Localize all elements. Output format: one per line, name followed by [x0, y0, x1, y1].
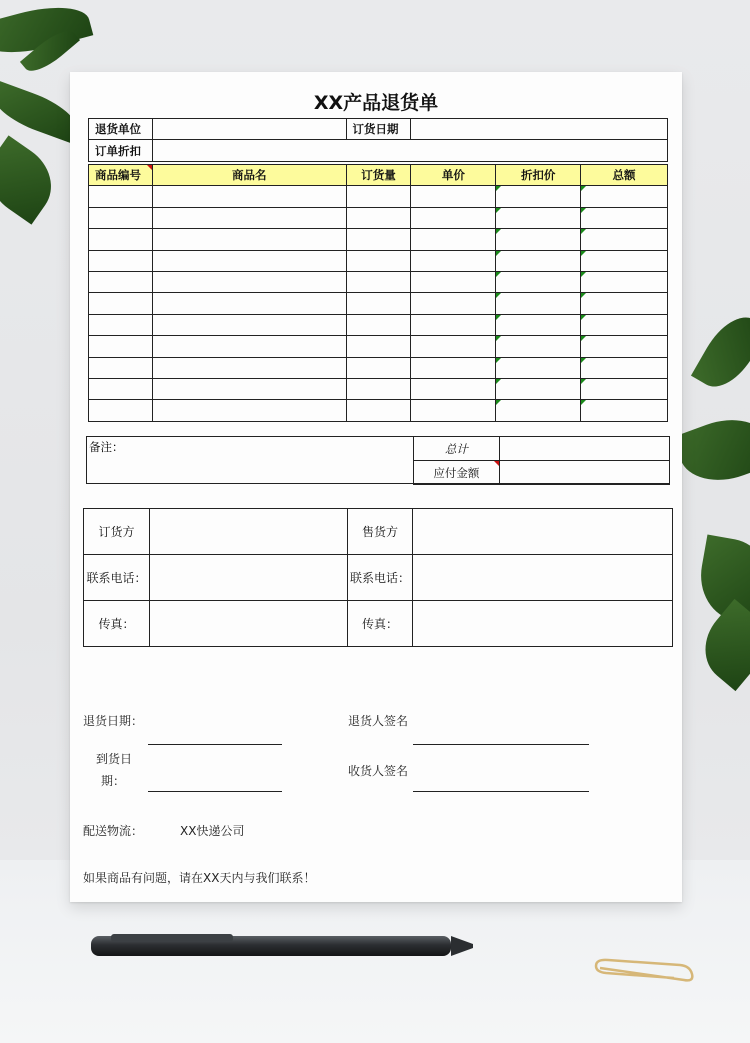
arrival-date-label-line2: 期： — [101, 774, 126, 788]
return-unit-label: 退货单位 — [89, 119, 153, 140]
cell-total[interactable] — [581, 229, 668, 250]
arrival-date-line[interactable] — [148, 791, 282, 792]
cell-total[interactable] — [581, 378, 668, 399]
cell-product-code[interactable] — [89, 314, 153, 335]
cell-quantity[interactable] — [346, 271, 411, 292]
header-unit-price: 单价 — [411, 165, 496, 186]
table-row — [89, 314, 668, 335]
product-table — [88, 164, 668, 422]
cell-product-name[interactable] — [152, 229, 346, 250]
return-signer-label: 退货人签名 — [348, 714, 409, 728]
return-date-line[interactable] — [148, 744, 282, 745]
cell-quantity[interactable] — [346, 314, 411, 335]
table-row — [89, 207, 668, 228]
cell-discount-price[interactable] — [496, 357, 581, 378]
notes-label: 备注： — [89, 440, 124, 454]
page-title: XX产品退货单 — [313, 92, 439, 114]
cell-unit-price[interactable] — [411, 186, 496, 207]
cell-product-name[interactable] — [152, 271, 346, 292]
order-discount-field[interactable] — [152, 140, 667, 161]
cell-quantity[interactable] — [346, 250, 411, 271]
cell-total[interactable] — [581, 207, 668, 228]
cell-discount-price[interactable] — [496, 229, 581, 250]
buyer-label: 订货方 — [84, 509, 150, 555]
cell-unit-price[interactable] — [411, 271, 496, 292]
table-row — [89, 293, 668, 314]
cell-discount-price[interactable] — [496, 271, 581, 292]
cell-quantity[interactable] — [346, 207, 411, 228]
cell-product-name[interactable] — [152, 250, 346, 271]
header-quantity: 订货量 — [346, 165, 411, 186]
cell-discount-price[interactable] — [496, 250, 581, 271]
seller-label: 售货方 — [347, 509, 413, 555]
cell-product-code[interactable] — [89, 207, 153, 228]
cell-product-code[interactable] — [89, 357, 153, 378]
cell-total[interactable] — [581, 293, 668, 314]
return-signer-line[interactable] — [413, 744, 589, 745]
cell-product-name[interactable] — [152, 336, 346, 357]
table-row — [89, 336, 668, 357]
cell-quantity[interactable] — [346, 229, 411, 250]
total-field[interactable] — [499, 437, 669, 461]
cell-total[interactable] — [581, 314, 668, 335]
cell-product-code[interactable] — [89, 336, 153, 357]
cell-unit-price[interactable] — [411, 293, 496, 314]
form-header-table — [88, 118, 668, 162]
cell-product-name[interactable] — [152, 207, 346, 228]
cell-unit-price[interactable] — [411, 250, 496, 271]
cell-unit-price[interactable] — [411, 357, 496, 378]
seller-phone-field[interactable] — [413, 555, 673, 601]
cell-quantity[interactable] — [346, 400, 411, 421]
cell-quantity[interactable] — [346, 336, 411, 357]
cell-total[interactable] — [581, 357, 668, 378]
header-product-code: 商品编号 — [89, 165, 153, 186]
cell-unit-price[interactable] — [411, 314, 496, 335]
cell-total[interactable] — [581, 271, 668, 292]
logistics-label: 配送物流： — [83, 824, 144, 838]
arrival-date-label-line1: 到货日 — [96, 752, 133, 766]
cell-product-code[interactable] — [89, 400, 153, 421]
seller-phone-label: 联系电话： — [347, 555, 413, 601]
cell-product-code[interactable] — [89, 378, 153, 399]
footer-note: 如果商品有问题，请在XX天内与我们联系！ — [83, 871, 316, 885]
cell-quantity[interactable] — [346, 293, 411, 314]
cell-discount-price[interactable] — [496, 378, 581, 399]
cell-discount-price[interactable] — [496, 293, 581, 314]
total-label: 总计 — [414, 437, 500, 461]
cell-quantity[interactable] — [346, 357, 411, 378]
seller-fax-field[interactable] — [413, 601, 673, 647]
header-product-name: 商品名 — [152, 165, 346, 186]
buyer-fax-label: 传真： — [84, 601, 150, 647]
header-total: 总额 — [581, 165, 668, 186]
cell-quantity[interactable] — [346, 186, 411, 207]
logistics-value: XX快递公司 — [180, 824, 245, 838]
cell-discount-price[interactable] — [496, 336, 581, 357]
cell-product-name[interactable] — [152, 314, 346, 335]
order-date-label: 订货日期 — [346, 119, 411, 140]
receiver-signer-line[interactable] — [413, 791, 589, 792]
header-discount-price: 折扣价 — [496, 165, 581, 186]
cell-discount-price[interactable] — [496, 186, 581, 207]
pen-decoration — [85, 922, 485, 966]
cell-product-code[interactable] — [89, 229, 153, 250]
return-date-label: 退货日期： — [83, 714, 144, 728]
table-row — [89, 250, 668, 271]
seller-fax-label: 传真： — [347, 601, 413, 647]
cell-product-name[interactable] — [152, 186, 346, 207]
table-row — [89, 186, 668, 207]
cell-product-code[interactable] — [89, 271, 153, 292]
table-row — [89, 400, 668, 421]
paperclip-decoration — [594, 958, 698, 988]
buyer-phone-label: 联系电话： — [84, 555, 150, 601]
return-form-paper — [70, 72, 682, 902]
cell-total[interactable] — [581, 336, 668, 357]
cell-total[interactable] — [581, 400, 668, 421]
order-date-field[interactable] — [411, 119, 668, 140]
cell-unit-price[interactable] — [411, 336, 496, 357]
amount-due-field[interactable] — [499, 461, 669, 485]
cell-discount-price[interactable] — [496, 207, 581, 228]
cell-product-code[interactable] — [89, 186, 153, 207]
totals-table — [413, 436, 670, 485]
table-row — [89, 229, 668, 250]
cell-total[interactable] — [581, 250, 668, 271]
cell-discount-price[interactable] — [496, 314, 581, 335]
cell-unit-price[interactable] — [411, 207, 496, 228]
cell-unit-price[interactable] — [411, 378, 496, 399]
cell-product-code[interactable] — [89, 250, 153, 271]
order-discount-label: 订单折扣 — [89, 140, 153, 161]
buyer-phone-field[interactable] — [149, 555, 347, 601]
buyer-field[interactable] — [149, 509, 347, 555]
table-row — [89, 271, 668, 292]
cell-discount-price[interactable] — [496, 400, 581, 421]
buyer-fax-field[interactable] — [149, 601, 347, 647]
cell-quantity[interactable] — [346, 378, 411, 399]
cell-product-name[interactable] — [152, 357, 346, 378]
cell-product-name[interactable] — [152, 378, 346, 399]
amount-due-label: 应付金额 — [414, 461, 500, 485]
product-table-header — [89, 165, 668, 186]
cell-product-name[interactable] — [152, 400, 346, 421]
parties-table — [83, 508, 673, 647]
table-row — [89, 378, 668, 399]
receiver-signer-label: 收货人签名 — [348, 764, 409, 778]
seller-field[interactable] — [413, 509, 673, 555]
return-unit-field[interactable] — [152, 119, 346, 140]
cell-total[interactable] — [581, 186, 668, 207]
cell-product-name[interactable] — [152, 293, 346, 314]
cell-unit-price[interactable] — [411, 400, 496, 421]
cell-product-code[interactable] — [89, 293, 153, 314]
cell-unit-price[interactable] — [411, 229, 496, 250]
table-row — [89, 357, 668, 378]
